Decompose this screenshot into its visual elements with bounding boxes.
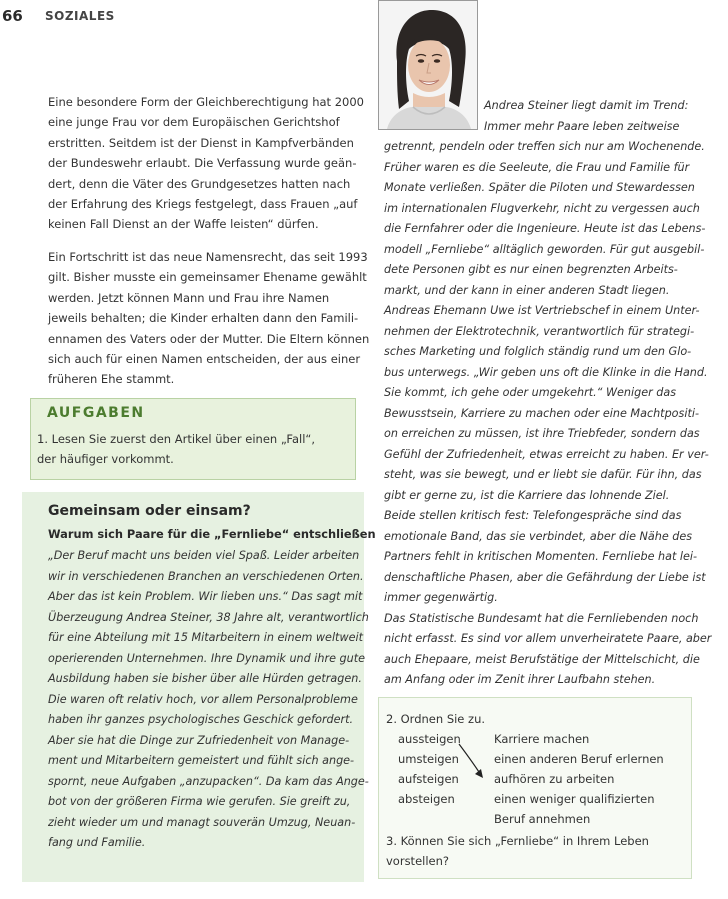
text-line: dert, denn die Väter des Grundgesetzes hatten nach <box>48 176 351 191</box>
left-word: absteigen <box>398 792 455 806</box>
text-line: der Erfahrung des Kriegs festgelegt, dass Frauen „auf <box>48 197 358 212</box>
right-phrase: einen weniger qualifizierten <box>494 792 655 806</box>
text-line: spornt, neue Aufgaben „anzupacken“. Da kam das Ange- <box>48 774 369 788</box>
left-word: aufsteigen <box>398 772 459 786</box>
text-line: werden. Jetzt können Mann und Frau ihre Namen <box>48 290 330 305</box>
text-line: dete Personen gibt es nur einen begrenzten Arbeits- <box>384 263 678 276</box>
article-left-column <box>48 546 369 854</box>
text-line: der Bundeswehr erlaubt. Die Verfassung wurde geän- <box>48 156 357 171</box>
text-line: Bewusstsein, Karriere zu machen oder eine Machtpositi- <box>384 406 699 420</box>
running-title: SOZIALES <box>45 9 115 23</box>
left-word: umsteigen <box>398 752 459 766</box>
text-line: Sie kommt, ich gehe oder umgekehrt.“ Weniger das <box>384 386 677 399</box>
text-line: erstritten. Seitdem ist der Dienst in Kampfverbänden <box>48 135 354 150</box>
text-line: Ausbildung haben sie bisher über alle Hürden getragen. <box>48 672 362 685</box>
text-line: wir in verschiedenen Branchen an verschiedenen Orten. <box>48 569 364 583</box>
text-line: Andrea Steiner liegt damit im Trend: <box>484 99 689 112</box>
article-right-column <box>384 96 711 691</box>
text-line: Ein Fortschritt ist das neue Namensrecht, das seit 1993 <box>48 250 368 264</box>
text-line: Überzeugung Andrea Steiner, 38 Jahre alt, verantwortlich <box>48 610 369 624</box>
text-line: keinen Fall Dienst an der Waffe leisten“ dürfen. <box>48 217 319 232</box>
text-line: nehmen der Elektrotechnik, verantwortlich für strategi- <box>384 324 695 338</box>
text-line: nicht erfasst. Es sind vor allem unverheiratete Paare, aber <box>384 632 712 645</box>
task-3-line: vorstellen? <box>386 854 450 868</box>
text-line: der häufiger vorkommt. <box>37 452 174 466</box>
text-line: zieht wieder um und managt souverän Umzug, Neuan- <box>48 815 356 829</box>
text-line: Eine besondere Form der Gleichberechtigung hat 2000 <box>48 95 364 109</box>
text-line: haben ihr ganzes psychologisches Geschick gefordert. <box>48 713 354 726</box>
text-line: für eine Abteilung mit 15 Mitarbeitern in einem weltweit <box>48 631 363 644</box>
text-line: bus unterwegs. „Wir geben uns oft die Klinke in die Hand. <box>384 365 708 379</box>
text-line: emotionale Band, das sie verbindet, aber die Nähe des <box>384 529 693 543</box>
text-line: ment und Mitarbeitern gemeistert und fühlt sich ange- <box>48 754 355 767</box>
text-line: sches Marketing und folglich ständig rund um den Glo- <box>384 345 692 358</box>
left-word: aussteigen <box>398 732 461 746</box>
text-line: früheren Ehe stammt. <box>48 372 175 387</box>
text-line: Aber das ist kein Problem. Wir lieben uns.“ Das sagt mit <box>48 590 363 603</box>
text-line: Gefühl der Zufriedenheit, etwas erreicht zu haben. Er ver- <box>384 447 709 461</box>
text-line: 1. Lesen Sie zuerst den Artikel über einen „Fall“, <box>37 432 316 446</box>
text-line: Monate verließen. Später die Piloten und Stewardessen <box>384 181 695 194</box>
right-phrase: Beruf annehmen <box>494 812 591 826</box>
text-line: sich auch für einen Namen entscheiden, der aus einer <box>48 352 361 367</box>
aufgaben-title: AUFGABEN <box>47 405 145 421</box>
text-line: bot von der größeren Firma wie gerufen. Sie greift zu, <box>48 795 351 808</box>
matching-arrow-icon <box>455 742 495 786</box>
page-header <box>0 0 728 30</box>
text-line: Die waren oft relativ hoch, vor allem Personalprobleme <box>48 692 358 706</box>
article-subtitle: Warum sich Paare für die „Fernliebe“ entschließen <box>48 527 376 541</box>
text-line: ennamen des Vaters oder der Mutter. Die Eltern können <box>48 331 370 346</box>
text-line: die Fernfahrer oder die Ingenieure. Heute ist das Lebens- <box>384 222 706 235</box>
text-line: Immer mehr Paare leben zeitweise <box>484 119 680 133</box>
text-line: operierenden Unternehmen. Ihre Dynamik und ihre gute <box>48 651 366 665</box>
task-2-heading: 2. Ordnen Sie zu. <box>386 712 486 726</box>
paragraph-namensrecht <box>48 247 369 390</box>
text-line: gibt er gerne zu, ist die Karriere das lohnende Ziel. <box>384 488 670 502</box>
text-line: denschaftliche Phasen, aber die Gefährdung der Liebe ist <box>384 570 706 584</box>
text-line: on erreichen zu müssen, ist ihre Triebfeder, sondern das <box>384 427 700 440</box>
text-line: Beide stellen kritisch fest: Telefongespräche sind das <box>384 509 682 522</box>
text-line: getrennt, pendeln oder treffen sich nur am Wochenende. <box>384 140 705 153</box>
task-1 <box>37 429 315 469</box>
text-line: Das Statistische Bundesamt hat die Fernliebenden noch <box>384 611 699 625</box>
text-line: modell „Fernliebe“ alltäglich geworden. Für gut ausgebil- <box>384 242 705 256</box>
aufgaben-box <box>30 398 356 480</box>
text-line: Früher waren es die Seeleute, die Frau und Familie für <box>384 160 690 174</box>
text-line: gilt. Bisher musste ein gemeinsamer Ehename gewählt <box>48 270 367 285</box>
right-phrase: Karriere machen <box>494 732 590 746</box>
right-phrase: aufhören zu arbeiten <box>494 772 615 786</box>
text-line: Aber sie hat die Dinge zur Zufriedenheit von Manage- <box>48 733 350 747</box>
paragraph-gleichberechtigung <box>48 92 364 235</box>
article-title: Gemeinsam oder einsam? <box>48 503 251 519</box>
text-line: „Der Beruf macht uns beiden viel Spaß. Leider arbeiten <box>48 549 360 562</box>
text-line: markt, und der kann in einer anderen Stadt liegen. <box>384 283 670 297</box>
text-line: jeweils behalten; die Kinder erhalten dann den Famili- <box>48 311 359 326</box>
text-line: steht, was sie bewegt, und er liebt sie dafür. Für ihn, das <box>384 468 702 481</box>
text-line: immer gegenwärtig. <box>384 591 498 604</box>
page-number: 66 <box>2 7 23 25</box>
task-3-line: 3. Können Sie sich „Fernliebe“ in Ihrem Leben <box>386 834 649 848</box>
text-line: Andreas Ehemann Uwe ist Vertriebschef in einem Unter- <box>384 304 700 317</box>
text-line: auch Ehepaare, meist Berufstätige der Mittelschicht, die <box>384 652 700 666</box>
text-line: fang und Familie. <box>48 836 146 849</box>
text-line: am Anfang oder im Zenit ihrer Laufbahn stehen. <box>384 673 656 686</box>
right-phrase: einen anderen Beruf erlernen <box>494 752 664 766</box>
text-line: eine junge Frau vor dem Europäischen Gerichtshof <box>48 115 340 130</box>
text-line: Partners fehlt in kritischen Momenten. Fernliebe hat lei- <box>384 550 698 563</box>
text-line: im internationalen Flugverkehr, nicht zu vergessen auch <box>384 201 700 215</box>
